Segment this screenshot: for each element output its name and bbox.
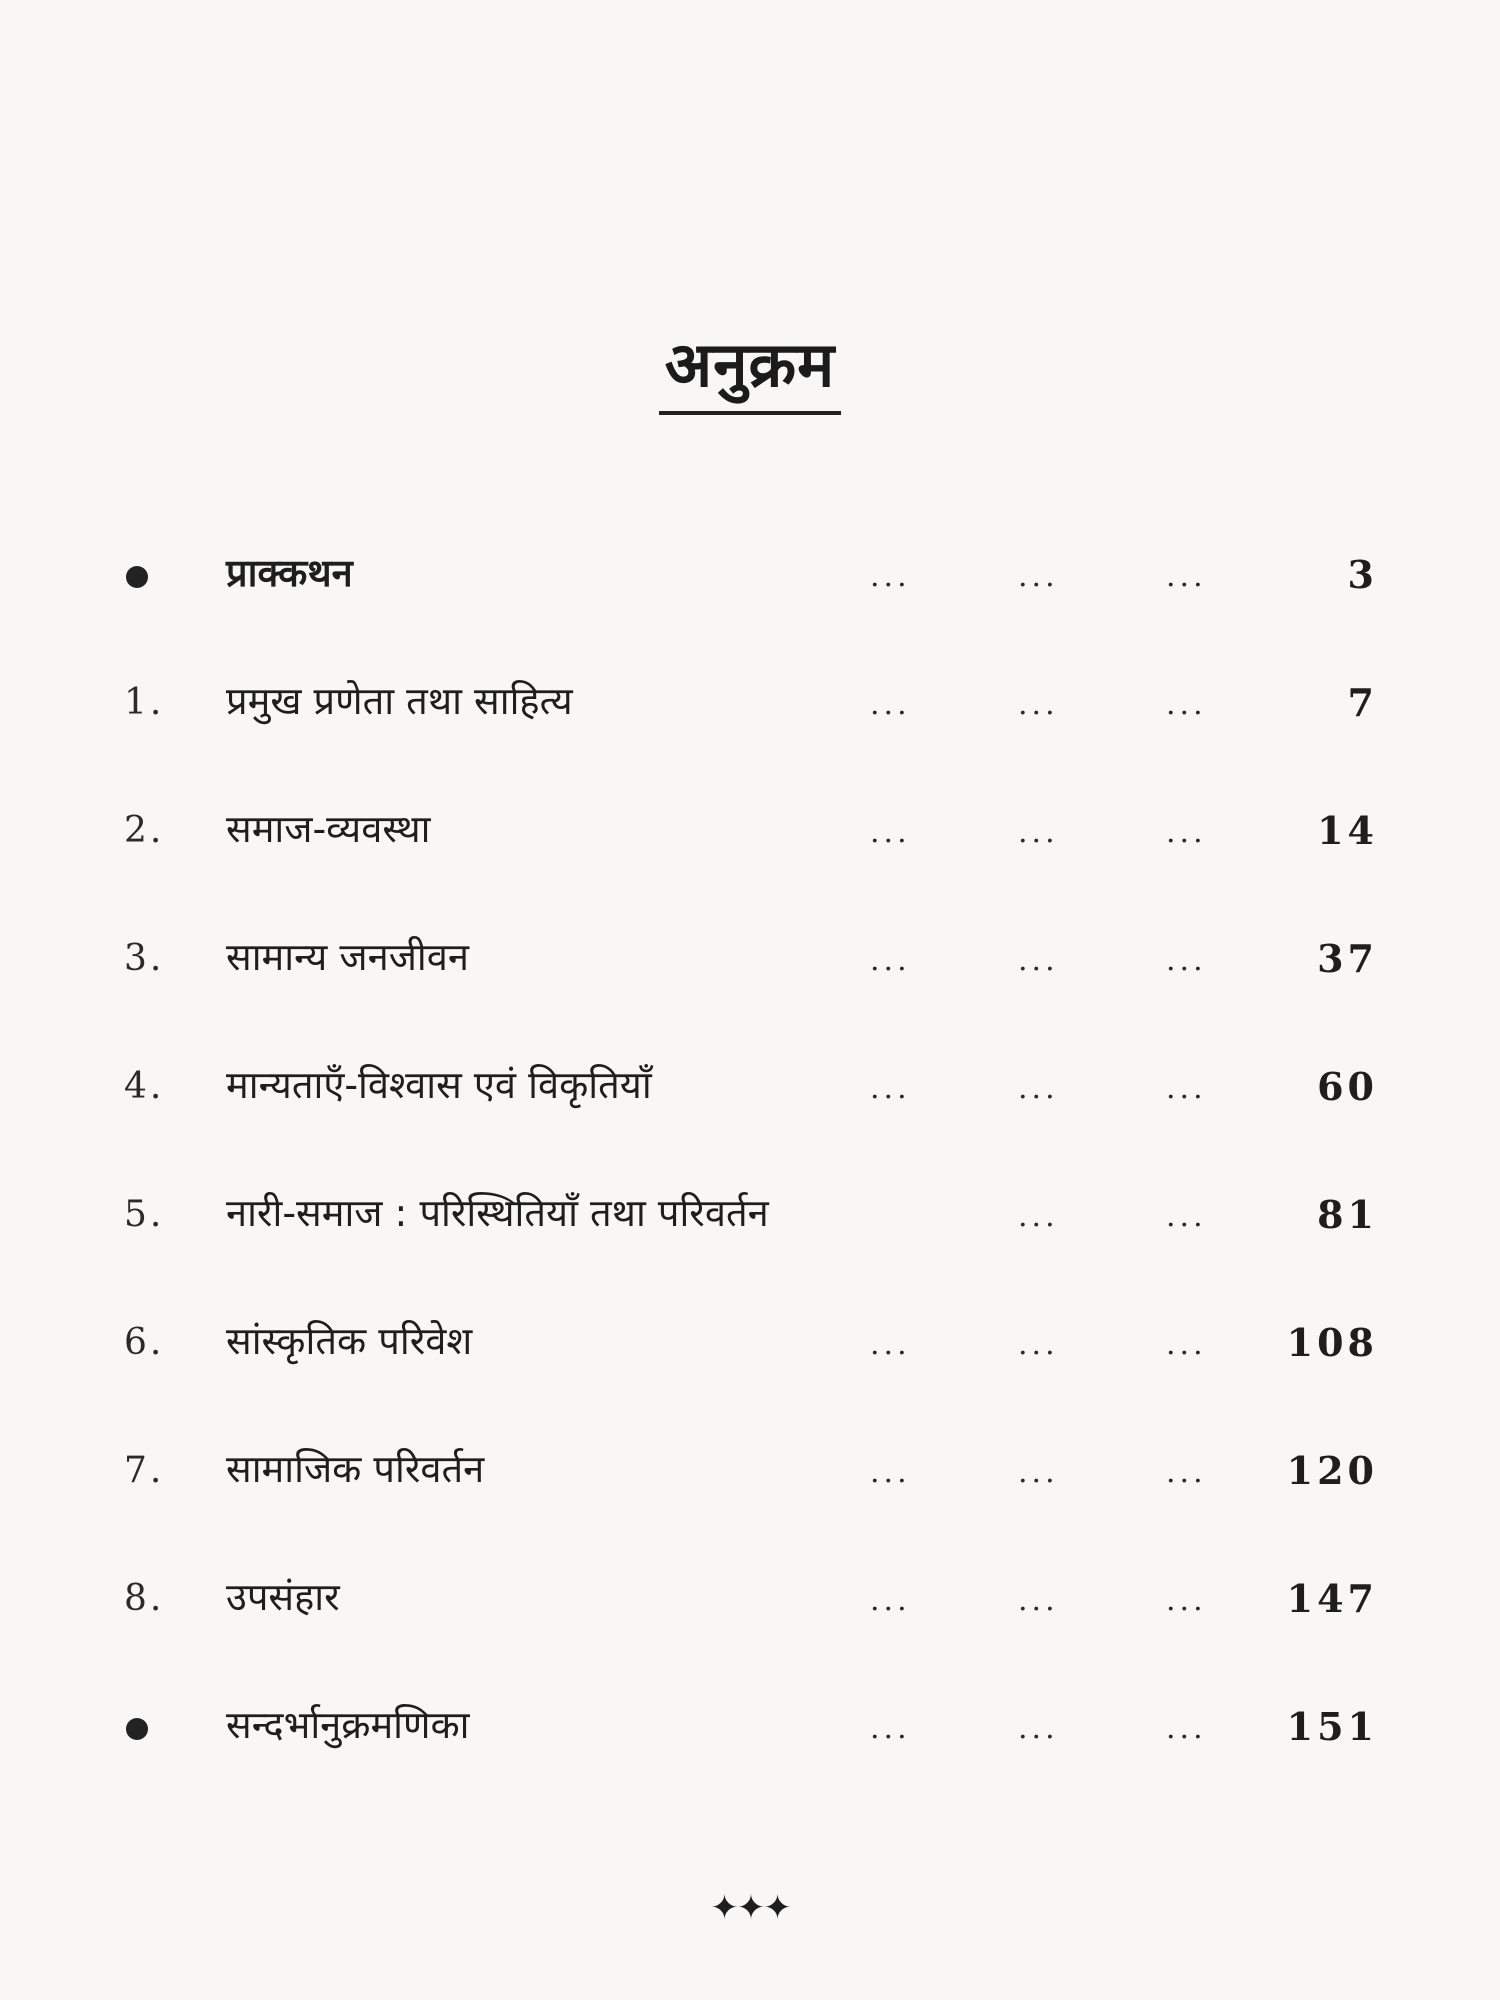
leader-dots: ... xyxy=(1018,1711,1059,1746)
bullet-icon xyxy=(126,566,148,588)
chapter-number: 1. xyxy=(124,682,165,723)
chapter-number: 4. xyxy=(124,1066,165,1107)
leader-dots: ... xyxy=(870,1455,911,1490)
leader-dots: ... xyxy=(1166,1583,1207,1618)
leader-dots: ... xyxy=(1018,1455,1059,1490)
leader-dots: ... xyxy=(1018,1199,1059,1234)
chapter-number: 5. xyxy=(124,1194,165,1235)
toc-entry xyxy=(0,1564,1500,1634)
entry-title: उपसंहार xyxy=(226,1575,340,1619)
entry-title: मान्यताएँ-विश्वास एवं विकृतियाँ xyxy=(226,1063,652,1107)
leader-dots: ... xyxy=(870,1327,911,1362)
toc-entry xyxy=(0,1308,1500,1378)
end-ornament: ✦✦✦ xyxy=(710,1888,790,1928)
page-number: 3 xyxy=(1347,552,1378,597)
chapter-number: 3. xyxy=(124,938,165,979)
chapter-number: 6. xyxy=(124,1322,165,1363)
toc-entry xyxy=(0,1052,1500,1122)
leader-dots: ... xyxy=(870,1583,911,1618)
leader-dots: ... xyxy=(870,943,911,978)
leader-dots: ... xyxy=(870,1071,911,1106)
entry-title: सन्दर्भानुक्रमणिका xyxy=(226,1703,470,1747)
bullet-icon xyxy=(126,1718,148,1740)
page-number: 120 xyxy=(1286,1448,1378,1493)
page-number: 147 xyxy=(1286,1576,1378,1621)
leader-dots: ... xyxy=(1018,815,1059,850)
page-number: 37 xyxy=(1317,936,1378,981)
entry-title: सामाजिक परिवर्तन xyxy=(226,1447,485,1491)
entry-title: सांस्कृतिक परिवेश xyxy=(226,1319,473,1363)
leader-dots: ... xyxy=(1018,687,1059,722)
page-number: 14 xyxy=(1317,808,1378,853)
leader-dots: ... xyxy=(1166,943,1207,978)
leader-dots: ... xyxy=(1166,687,1207,722)
leader-dots: ... xyxy=(1018,1327,1059,1362)
leader-dots: ... xyxy=(1018,1071,1059,1106)
leader-dots: ... xyxy=(1166,1327,1207,1362)
leader-dots: ... xyxy=(1166,1711,1207,1746)
leader-dots: ... xyxy=(1166,1071,1207,1106)
page-title: अनुक्रम xyxy=(659,325,841,415)
leader-dots: ... xyxy=(1018,1583,1059,1618)
page-number: 7 xyxy=(1347,680,1378,725)
leader-dots: ... xyxy=(1166,1455,1207,1490)
toc-entry xyxy=(0,1180,1500,1250)
chapter-number: 8. xyxy=(124,1578,165,1619)
page-number: 108 xyxy=(1286,1320,1378,1365)
entry-title: सामान्य जनजीवन xyxy=(226,935,469,979)
leader-dots: ... xyxy=(870,559,911,594)
toc-entry xyxy=(0,796,1500,866)
title-wrapper xyxy=(0,325,1500,415)
page-number: 60 xyxy=(1317,1064,1378,1109)
leader-dots: ... xyxy=(1166,1199,1207,1234)
entry-title: नारी-समाज : परिस्थितियाँ तथा परिवर्तन xyxy=(226,1191,769,1235)
entry-title: प्राक्कथन xyxy=(226,551,353,595)
toc-entry xyxy=(0,668,1500,738)
leader-dots: ... xyxy=(870,687,911,722)
leader-dots: ... xyxy=(1018,559,1059,594)
leader-dots: ... xyxy=(1166,815,1207,850)
leader-dots: ... xyxy=(1018,943,1059,978)
leader-dots: ... xyxy=(1166,559,1207,594)
entry-title: प्रमुख प्रणेता तथा साहित्य xyxy=(226,679,573,723)
page-number: 81 xyxy=(1317,1192,1378,1237)
leader-dots: ... xyxy=(870,1711,911,1746)
toc-entry xyxy=(0,1436,1500,1506)
toc-entry xyxy=(0,924,1500,994)
toc-entry xyxy=(0,1692,1500,1762)
leader-dots: ... xyxy=(870,815,911,850)
toc-entry xyxy=(0,540,1500,610)
page-number: 151 xyxy=(1286,1704,1378,1749)
chapter-number: 2. xyxy=(124,810,165,851)
chapter-number: 7. xyxy=(124,1450,165,1491)
entry-title: समाज-व्यवस्था xyxy=(226,807,431,851)
